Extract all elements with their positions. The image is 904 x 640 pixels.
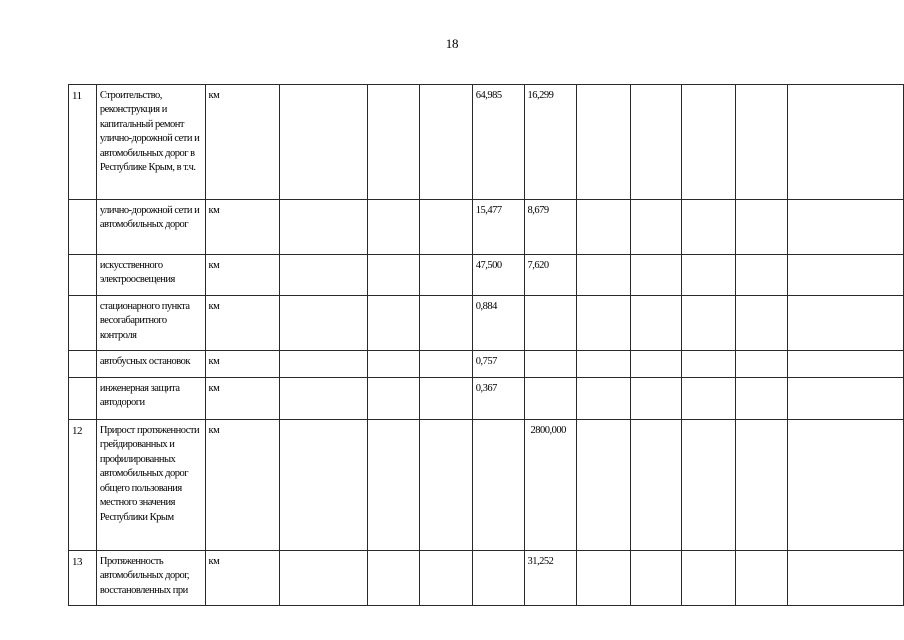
row-number: 12 (69, 420, 97, 551)
row-number (69, 378, 97, 420)
value-cell: 8,679 (524, 200, 577, 255)
unit-cell: км (205, 255, 279, 296)
empty-cell (279, 85, 367, 200)
empty-cell (682, 200, 735, 255)
value-cell (524, 378, 577, 420)
empty-cell (279, 296, 367, 351)
unit-cell: км (205, 378, 279, 420)
empty-cell (735, 378, 787, 420)
value-cell: 31,252 (524, 551, 577, 606)
value-cell: 0,757 (472, 351, 524, 378)
value-cell (524, 296, 577, 351)
empty-cell (577, 378, 630, 420)
empty-cell (367, 420, 419, 551)
value-cell: 16,299 (524, 85, 577, 200)
value-cell: 2800,000 (524, 420, 577, 551)
empty-cell (735, 85, 787, 200)
empty-cell (630, 378, 681, 420)
indicator-name: стационарного пункта весогабаритного контроля (96, 296, 205, 351)
table-row (69, 551, 904, 606)
value-cell (472, 551, 524, 606)
empty-cell (788, 296, 904, 351)
unit-cell: км (205, 85, 279, 200)
empty-cell (682, 378, 735, 420)
empty-cell (420, 378, 472, 420)
empty-cell (682, 85, 735, 200)
table-row (69, 351, 904, 378)
empty-cell (367, 200, 419, 255)
unit-cell: км (205, 351, 279, 378)
indicator-name: инженерная защита автодороги (96, 378, 205, 420)
row-number (69, 255, 97, 296)
empty-cell (788, 200, 904, 255)
empty-cell (279, 351, 367, 378)
empty-cell (367, 351, 419, 378)
empty-cell (682, 551, 735, 606)
indicator-name: искусственного электроосвещения (96, 255, 205, 296)
empty-cell (735, 551, 787, 606)
value-cell: 0,367 (472, 378, 524, 420)
empty-cell (279, 255, 367, 296)
empty-cell (577, 85, 630, 200)
table-row (69, 296, 904, 351)
empty-cell (279, 378, 367, 420)
unit-cell: км (205, 200, 279, 255)
empty-cell (420, 296, 472, 351)
indicators-table (68, 84, 904, 606)
value-cell: 7,620 (524, 255, 577, 296)
table-row (69, 420, 904, 551)
empty-cell (577, 255, 630, 296)
value-cell (524, 351, 577, 378)
empty-cell (420, 200, 472, 255)
indicator-name: улично-дорожной сети и автомобильных дорог (96, 200, 205, 255)
empty-cell (630, 255, 681, 296)
empty-cell (279, 551, 367, 606)
empty-cell (577, 296, 630, 351)
empty-cell (630, 85, 681, 200)
empty-cell (682, 296, 735, 351)
table-row (69, 255, 904, 296)
row-number (69, 296, 97, 351)
indicator-name: Протяженность автомобильных дорог, восстановленных при (96, 551, 205, 606)
empty-cell (420, 255, 472, 296)
empty-cell (279, 420, 367, 551)
empty-cell (735, 296, 787, 351)
row-number (69, 200, 97, 255)
page-number: 18 (445, 36, 459, 51)
table-row (69, 85, 904, 200)
empty-cell (735, 420, 787, 551)
empty-cell (682, 420, 735, 551)
empty-cell (630, 351, 681, 378)
table-row (69, 378, 904, 420)
empty-cell (367, 296, 419, 351)
empty-cell (630, 551, 681, 606)
empty-cell (630, 420, 681, 551)
empty-cell (420, 85, 472, 200)
empty-cell (788, 551, 904, 606)
empty-cell (788, 351, 904, 378)
empty-cell (577, 200, 630, 255)
value-cell: 0,884 (472, 296, 524, 351)
row-number (69, 351, 97, 378)
empty-cell (788, 255, 904, 296)
value-cell: 64,985 (472, 85, 524, 200)
empty-cell (577, 351, 630, 378)
empty-cell (577, 551, 630, 606)
empty-cell (420, 351, 472, 378)
empty-cell (788, 420, 904, 551)
row-number: 11 (69, 85, 97, 200)
unit-cell: км (205, 551, 279, 606)
empty-cell (420, 420, 472, 551)
empty-cell (788, 85, 904, 200)
empty-cell (630, 296, 681, 351)
value-cell: 47,500 (472, 255, 524, 296)
table-row (69, 200, 904, 255)
unit-cell: км (205, 420, 279, 551)
empty-cell (788, 378, 904, 420)
unit-cell: км (205, 296, 279, 351)
empty-cell (735, 200, 787, 255)
indicator-name: Прирост протяженности грейдированных и профилированных автомобильных дорог общего пользования местного значения Республики Крым (96, 420, 205, 551)
empty-cell (367, 255, 419, 296)
empty-cell (577, 420, 630, 551)
empty-cell (367, 551, 419, 606)
empty-cell (279, 200, 367, 255)
empty-cell (735, 255, 787, 296)
indicator-name: Строительство, реконструкция и капитальный ремонт улично-дорожной сети и автомобильных дорог в Республике Крым, в т.ч. (96, 85, 205, 200)
row-number: 13 (69, 551, 97, 606)
empty-cell (630, 200, 681, 255)
value-cell (472, 420, 524, 551)
indicator-name: автобусных остановок (96, 351, 205, 378)
empty-cell (682, 351, 735, 378)
empty-cell (735, 351, 787, 378)
empty-cell (682, 255, 735, 296)
empty-cell (367, 85, 419, 200)
empty-cell (420, 551, 472, 606)
empty-cell (367, 378, 419, 420)
value-cell: 15,477 (472, 200, 524, 255)
